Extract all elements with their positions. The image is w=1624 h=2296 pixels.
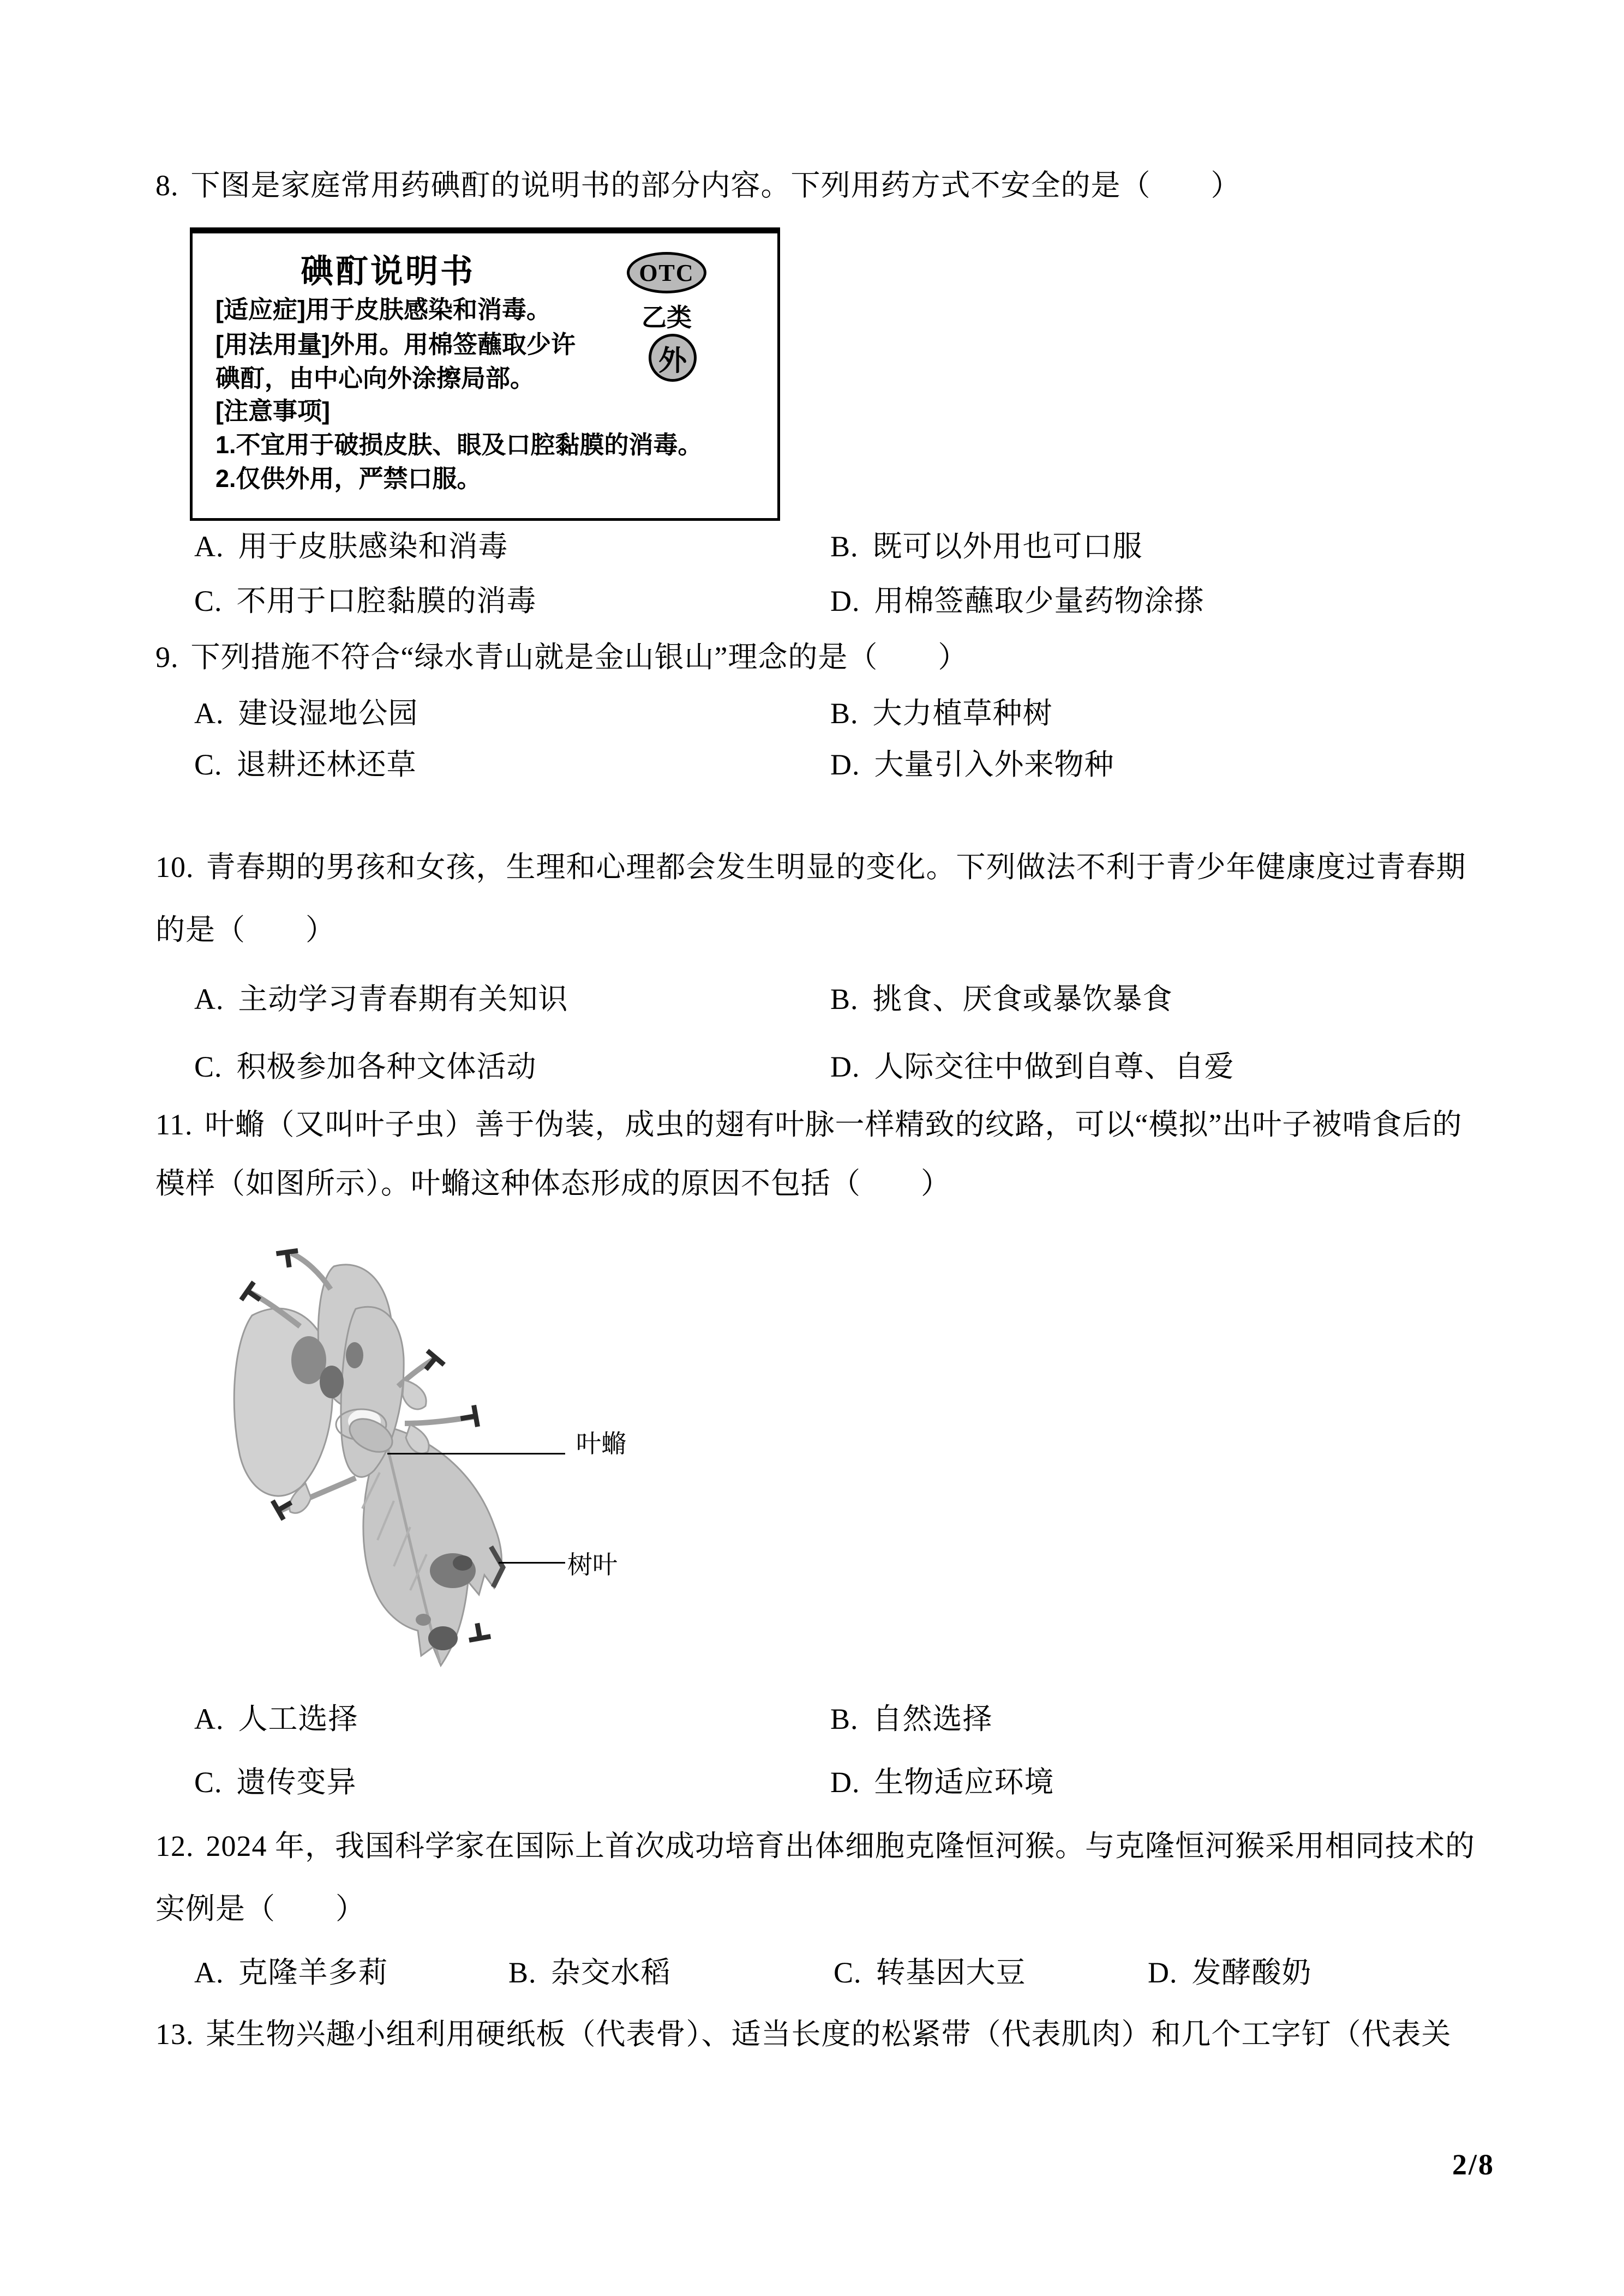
leaflet-precaution-1: 1.不宜用于破损皮肤、眼及口腔黏膜的消毒。: [215, 431, 703, 459]
otc-badge-text: OTC: [639, 259, 694, 286]
otc-badge-icon: [627, 252, 706, 293]
question-10-number: 10.: [155, 851, 194, 883]
leaflet-precautions-heading: [注意事项]: [215, 397, 330, 425]
external-use-badge-icon: [649, 334, 697, 382]
question-11-stem-text-1: 叶䗛（又叫叶子虫）善于伪装，成虫的翅有叶脉一样精致的纹路，可以“模拟”出叶子被啃食后的: [205, 1108, 1463, 1141]
external-use-badge-text: 外: [658, 345, 687, 377]
question-8-number: 8.: [155, 169, 179, 202]
question-9-option-B: B. 大力植草种树: [830, 697, 1053, 730]
leaflet-precaution-2: 2.仅供外用，严禁口服。: [215, 465, 482, 492]
question-11-option-A: A. 人工选择: [194, 1703, 358, 1735]
question-8-stem: [155, 165, 1241, 206]
question-11-stem-line-1: [155, 1104, 1462, 1145]
question-9-option-C: C. 退耕还林还草: [194, 748, 417, 781]
insect-label-leader-line: [387, 1453, 565, 1454]
question-9-option-A: A. 建设湿地公园: [194, 697, 418, 730]
question-12-option-C: C. 转基因大豆: [834, 1956, 1026, 1989]
leaflet-dosage-line-2: 碘酊，由中心向外涂擦局部。: [215, 364, 535, 392]
medicine-leaflet-figure: [190, 227, 780, 521]
leaf-label: 树叶: [567, 1551, 618, 1579]
question-11-option-D: D. 生物适应环境: [830, 1766, 1054, 1799]
question-12-number: 12.: [155, 1830, 194, 1862]
question-9-stem: [155, 636, 968, 678]
question-8-option-D: D. 用棉签蘸取少量药物涂搽: [830, 585, 1204, 617]
question-13-stem-text: 某生物兴趣小组利用硬纸板（代表骨）、适当长度的松紧带（代表肌肉）和几个工字钉（代表关: [206, 2018, 1452, 2051]
question-10-stem-line-1: [155, 846, 1466, 888]
question-10-stem-text-1: 青春期的男孩和女孩，生理和心理都会发生明显的变化。下列做法不利于青少年健康度过青春期: [206, 851, 1466, 883]
question-10-option-C: C. 积极参加各种文体活动: [194, 1050, 537, 1083]
question-13-stem: [155, 2013, 1452, 2055]
question-12-stem-line-1: [155, 1825, 1475, 1867]
leaflet-indication-line: [适应症]用于皮肤感染和消毒。: [215, 296, 551, 323]
question-8-stem-text: 下图是家庭常用药碘酊的说明书的部分内容。下列用药方式不安全的是（ ）: [190, 169, 1241, 202]
question-12-stem-text-1: 2024 年，我国科学家在国际上首次成功培育出体细胞克隆恒河猴。与克隆恒河猴采用相同技术的: [206, 1830, 1475, 1862]
question-13-number: 13.: [155, 2018, 194, 2051]
question-10-option-A: A. 主动学习青春期有关知识: [194, 983, 568, 1015]
question-12-option-D: D. 发酵酸奶: [1148, 1956, 1312, 1989]
question-11-number: 11.: [155, 1108, 193, 1141]
question-9-number: 9.: [155, 641, 179, 674]
leaflet-dosage-line-1: [用法用量]外用。用棉签蘸取少许: [215, 330, 576, 358]
leaf-insect-figure: [218, 1243, 666, 1674]
question-10-option-D: D. 人际交往中做到自尊、自爱: [830, 1050, 1235, 1083]
question-12-option-A: A. 克隆羊多莉: [194, 1956, 388, 1989]
leaf-insect-image: [218, 1243, 573, 1669]
question-10-option-B: B. 挑食、厌食或暴饮暴食: [830, 983, 1173, 1015]
question-12-option-B: B. 杂交水稻: [508, 1956, 671, 1989]
page-number-indicator: 2/8: [1452, 2148, 1495, 2181]
leaflet-title: 碘酊说明书: [301, 253, 475, 290]
question-9-option-D: D. 大量引入外来物种: [830, 748, 1114, 781]
leaf-label-leader-line: [499, 1562, 565, 1564]
question-12-stem-line-2: 实例是（ ）: [155, 1892, 365, 1925]
question-11-option-C: C. 遗传变异: [194, 1766, 357, 1799]
insect-label: 叶䗛: [576, 1430, 626, 1458]
question-8-option-C: C. 不用于口腔黏膜的消毒: [194, 585, 537, 617]
question-8-option-B: B. 既可以外用也可口服: [830, 530, 1143, 563]
otc-class-label: 乙类: [642, 303, 692, 332]
question-10-stem-line-2: 的是（ ）: [155, 913, 335, 946]
question-11-option-B: B. 自然选择: [830, 1703, 993, 1735]
question-8-option-A: A. 用于皮肤感染和消毒: [194, 530, 508, 563]
question-9-stem-text: 下列措施不符合“绿水青山就是金山银山”理念的是（ ）: [190, 641, 968, 674]
question-11-stem-line-2: 模样（如图所示）。叶䗛这种体态形成的原因不包括（ ）: [155, 1167, 951, 1200]
